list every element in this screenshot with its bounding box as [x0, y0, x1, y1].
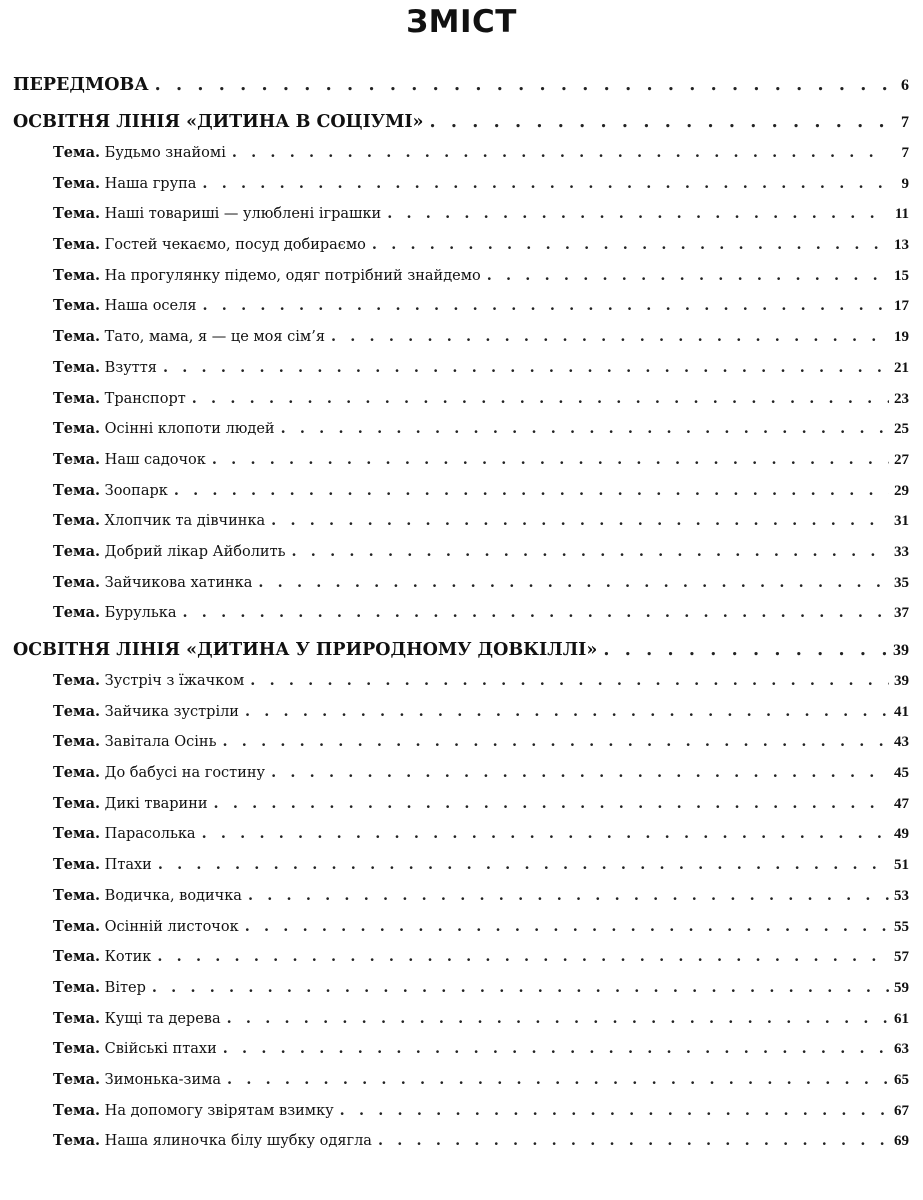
- toc-topic-row[interactable]: [0, 476, 923, 507]
- dot-leader: [245, 912, 889, 943]
- page-number: 7: [901, 114, 909, 131]
- topic-prefix: Тема.: [53, 297, 101, 315]
- page-number: 63: [894, 1041, 909, 1058]
- toc-topic-row[interactable]: [0, 445, 923, 476]
- topic-prefix: Тема.: [53, 389, 101, 407]
- dot-leader: [603, 634, 889, 666]
- toc-entry-text: Осінній листочок: [104, 918, 239, 935]
- toc-topic-row[interactable]: [0, 697, 923, 728]
- topic-prefix: Тема.: [53, 205, 101, 223]
- toc-section-row[interactable]: [0, 69, 923, 101]
- toc-topic-row[interactable]: [0, 199, 923, 230]
- toc-entry-title: [53, 230, 366, 261]
- toc-entry-title: [53, 199, 381, 230]
- toc-entry-text: Тато, мама, я — це моя сім’я: [104, 329, 325, 346]
- toc-topic-row[interactable]: [0, 850, 923, 881]
- dot-leader: [378, 1126, 889, 1157]
- toc-entry-title: [53, 973, 146, 1004]
- page-number: 39: [894, 673, 909, 689]
- toc-entry-title: [53, 1034, 217, 1065]
- dot-leader: [487, 261, 889, 292]
- toc-entry-text: На прогулянку підемо, одяг потрібний знайдемо: [104, 267, 481, 284]
- toc-entry-text: Бурулька: [104, 605, 177, 622]
- topic-prefix: Тема.: [53, 764, 101, 782]
- dot-leader: [372, 230, 889, 261]
- page-number: 51: [894, 857, 909, 874]
- page-number: 67: [894, 1102, 909, 1119]
- page-number: 39: [893, 642, 909, 659]
- topic-prefix: Тема.: [53, 420, 101, 438]
- toc-topic-row[interactable]: [0, 291, 923, 322]
- dot-leader: [157, 942, 889, 973]
- dot-leader: [258, 568, 889, 599]
- toc-topic-row[interactable]: [0, 414, 923, 445]
- page-number: 6: [901, 77, 909, 94]
- dot-leader: [203, 291, 890, 322]
- topic-prefix: Тема.: [53, 1070, 101, 1088]
- topic-prefix: Тема.: [53, 978, 101, 996]
- dot-leader: [214, 789, 889, 820]
- dot-leader: [155, 69, 889, 101]
- toc-entry-title: [53, 445, 206, 476]
- toc-topic-row[interactable]: [0, 1034, 923, 1065]
- toc-entry-text: Свійські птахи: [104, 1041, 217, 1058]
- toc-entry-text: Наш садочок: [104, 451, 206, 468]
- page-number: 35: [894, 574, 909, 591]
- page-number: 13: [894, 237, 909, 254]
- topic-prefix: Тема.: [53, 1040, 101, 1058]
- toc-entry-title: [53, 1065, 221, 1096]
- topic-prefix: Тема.: [53, 604, 101, 622]
- toc-topic-row[interactable]: [0, 758, 923, 789]
- topic-prefix: Тема.: [53, 450, 101, 468]
- toc-entry-text: Вітер: [104, 979, 146, 996]
- topic-prefix: Тема.: [53, 886, 101, 904]
- topic-prefix: Тема.: [53, 328, 101, 346]
- toc-topic-row[interactable]: [0, 598, 923, 629]
- page-title: ЗМІСТ: [406, 4, 517, 40]
- toc-topic-row[interactable]: [0, 322, 923, 353]
- dot-leader: [331, 322, 889, 353]
- toc-entry-title: [53, 666, 244, 697]
- page-number: 53: [894, 887, 909, 904]
- topic-prefix: Тема.: [53, 825, 101, 843]
- topic-prefix: Тема.: [53, 174, 101, 192]
- page-number: 43: [894, 734, 909, 751]
- dot-leader: [227, 1065, 889, 1096]
- toc-entry-text: Кущі та дерева: [104, 1010, 221, 1027]
- toc-entry-title: [53, 568, 252, 599]
- topic-prefix: Тема.: [53, 702, 101, 720]
- dot-leader: [152, 973, 889, 1004]
- toc-entry-text: Будьмо знайомі: [104, 145, 226, 161]
- toc-entry-title: [53, 1126, 372, 1157]
- toc-entry-title: [53, 291, 197, 322]
- toc-entry-title: [13, 634, 597, 666]
- page-number: 55: [894, 918, 909, 935]
- toc-entry-text: ОСВІТНЯ ЛІНІЯ «ДИТИНА У ПРИРОДНОМУ ДОВКІЛЛІ»: [13, 640, 598, 660]
- toc-topic-row[interactable]: [0, 138, 923, 169]
- toc-entry-text: Парасолька: [104, 826, 196, 843]
- toc-entry-text: Зайчикова хатинка: [104, 574, 253, 591]
- topic-prefix: Тема.: [53, 542, 101, 560]
- table-of-contents: [0, 64, 923, 1157]
- dot-leader: [271, 758, 889, 789]
- toc-entry-text: Дикі тварини: [104, 795, 208, 812]
- page-number: 33: [894, 543, 909, 560]
- toc-entry-text: Взуття: [104, 359, 157, 376]
- toc-topic-row[interactable]: [0, 912, 923, 943]
- toc-entry-title: [53, 353, 157, 384]
- toc-entry-text: ОСВІТНЯ ЛІНІЯ «ДИТИНА В СОЦІУМІ»: [13, 112, 424, 132]
- dot-leader: [250, 666, 889, 697]
- dot-leader: [429, 106, 889, 138]
- topic-prefix: Тема.: [53, 236, 101, 254]
- toc-topic-row[interactable]: [0, 1004, 923, 1035]
- dot-leader: [281, 414, 889, 445]
- dot-leader: [183, 598, 890, 629]
- toc-topic-row[interactable]: [0, 881, 923, 912]
- toc-entry-title: [53, 1096, 334, 1127]
- toc-entry-title: [53, 912, 239, 943]
- topic-prefix: Тема.: [53, 672, 101, 689]
- toc-entry-text: Наша група: [104, 175, 197, 192]
- toc-topic-row[interactable]: [0, 568, 923, 599]
- page-number: 49: [894, 826, 909, 843]
- topic-prefix: Тема.: [53, 481, 101, 499]
- toc-entry-title: [53, 598, 177, 629]
- dot-leader: [387, 199, 889, 230]
- toc-section-row[interactable]: [0, 106, 923, 138]
- topic-prefix: Тема.: [53, 266, 101, 284]
- dot-leader: [223, 1034, 889, 1065]
- page-number: 41: [894, 703, 909, 720]
- toc-section-row[interactable]: [0, 634, 923, 666]
- toc-entry-text: Водичка, водичка: [104, 887, 242, 904]
- toc-entry-title: [53, 881, 242, 912]
- page-number: 61: [894, 1010, 909, 1027]
- dot-leader: [248, 881, 889, 912]
- toc-entry-text: Наша оселя: [104, 298, 197, 315]
- topic-prefix: Тема.: [53, 1132, 101, 1150]
- toc-entry-text: Хлопчик та дівчинка: [104, 513, 266, 530]
- toc-entry-title: [53, 727, 217, 758]
- page-number: 25: [894, 421, 909, 438]
- toc-topic-row[interactable]: [0, 727, 923, 758]
- toc-entry-text: Наші товариші — улюблені іграшки: [104, 206, 382, 223]
- topic-prefix: Тема.: [53, 573, 101, 591]
- toc-topic-row[interactable]: [0, 789, 923, 820]
- page-number: 47: [894, 795, 909, 812]
- topic-prefix: Тема.: [53, 917, 101, 935]
- topic-prefix: Тема.: [53, 856, 101, 874]
- toc-entry-title: [53, 942, 151, 973]
- dot-leader: [202, 169, 889, 200]
- toc-entry-text: Осінні клопоти людей: [104, 421, 275, 438]
- toc-entry-title: [53, 850, 152, 881]
- toc-entry-title: [13, 106, 423, 138]
- toc-entry-title: [53, 506, 265, 537]
- page-number: 37: [894, 605, 909, 622]
- dot-leader: [192, 384, 889, 415]
- dot-leader: [212, 445, 889, 476]
- dot-leader: [158, 850, 889, 881]
- toc-entry-text: На допомогу звірятам взимку: [104, 1102, 334, 1119]
- toc-entry-title: [53, 537, 285, 568]
- page-number: 19: [894, 329, 909, 346]
- toc-entry-text: Добрий лікар Айболить: [104, 543, 286, 560]
- toc-entry-text: Котик: [104, 949, 152, 966]
- page-number: 17: [894, 298, 909, 315]
- toc-entry-title: [53, 414, 275, 445]
- toc-entry-text: ПЕРЕДМОВА: [13, 75, 149, 95]
- toc-entry-text: Наша ялиночка білу шубку одягла: [104, 1133, 372, 1150]
- toc-entry-title: [53, 758, 265, 789]
- toc-entry-title: [53, 697, 239, 728]
- page-number: 31: [894, 513, 909, 530]
- page-number: 7: [901, 145, 909, 161]
- toc-topic-row[interactable]: [0, 537, 923, 568]
- page-number: 11: [894, 206, 909, 223]
- dot-leader: [174, 476, 889, 507]
- page-number: 57: [894, 949, 909, 966]
- toc-topic-row[interactable]: [0, 230, 923, 261]
- topic-prefix: Тема.: [53, 733, 101, 751]
- topic-prefix: Тема.: [53, 948, 101, 966]
- toc-topic-row[interactable]: [0, 353, 923, 384]
- toc-topic-row[interactable]: [0, 261, 923, 292]
- topic-prefix: Тема.: [53, 1009, 101, 1027]
- page-number: 23: [894, 390, 909, 407]
- dot-leader: [232, 138, 889, 169]
- toc-topic-row[interactable]: [0, 942, 923, 973]
- page-number: 45: [894, 765, 909, 782]
- toc-entry-title: [53, 384, 186, 415]
- topic-prefix: Тема.: [53, 1101, 101, 1119]
- dot-leader: [227, 1004, 889, 1035]
- toc-entry-title: [53, 169, 196, 200]
- page-number: 15: [894, 267, 909, 284]
- toc-entry-title: [53, 322, 325, 353]
- dot-leader: [202, 819, 889, 850]
- toc-topic-row[interactable]: [0, 1096, 923, 1127]
- toc-entry-text: Транспорт: [104, 390, 186, 407]
- page-number: 29: [894, 482, 909, 499]
- toc-entry-text: Птахи: [104, 857, 152, 874]
- toc-entry-title: [53, 789, 208, 820]
- toc-topic-row[interactable]: [0, 819, 923, 850]
- toc-entry-title: [53, 476, 168, 507]
- page-number: 65: [894, 1071, 909, 1088]
- toc-entry-title: [53, 1004, 221, 1035]
- toc-entry-title: [53, 138, 226, 169]
- topic-prefix: Тема.: [53, 144, 101, 161]
- toc-topic-row[interactable]: [0, 506, 923, 537]
- toc-entry-title: [53, 819, 196, 850]
- topic-prefix: Тема.: [53, 358, 101, 376]
- toc-entry-title: [53, 261, 481, 292]
- dot-leader: [291, 537, 889, 568]
- page-number: 9: [901, 175, 909, 192]
- toc-topic-row[interactable]: [0, 1126, 923, 1157]
- toc-entry-text: До бабусі на гостину: [104, 765, 266, 782]
- dot-leader: [340, 1096, 889, 1127]
- toc-entry-text: Зоопарк: [104, 482, 168, 499]
- topic-prefix: Тема.: [53, 512, 101, 530]
- toc-entry-text: Гостей чекаємо, посуд добираємо: [104, 237, 366, 254]
- toc-topic-row[interactable]: [0, 384, 923, 415]
- dot-leader: [271, 506, 889, 537]
- toc-entry-text: Завітала Осінь: [104, 734, 217, 751]
- toc-topic-row[interactable]: [0, 973, 923, 1004]
- page-number: 27: [894, 451, 909, 468]
- toc-topic-row[interactable]: [0, 169, 923, 200]
- dot-leader: [245, 697, 889, 728]
- dot-leader: [163, 353, 889, 384]
- toc-entry-text: Зустріч з їжачком: [104, 673, 245, 689]
- topic-prefix: Тема.: [53, 794, 101, 812]
- page-number: 69: [894, 1133, 909, 1150]
- toc-entry-text: Зимонька-зима: [104, 1071, 222, 1088]
- dot-leader: [223, 727, 890, 758]
- page-number: 21: [894, 359, 909, 376]
- toc-topic-row[interactable]: [0, 666, 923, 697]
- toc-entry-text: Зайчика зустріли: [104, 703, 239, 720]
- toc-entry-title: [13, 69, 149, 101]
- toc-topic-row[interactable]: [0, 1065, 923, 1096]
- page-number: 59: [894, 979, 909, 996]
